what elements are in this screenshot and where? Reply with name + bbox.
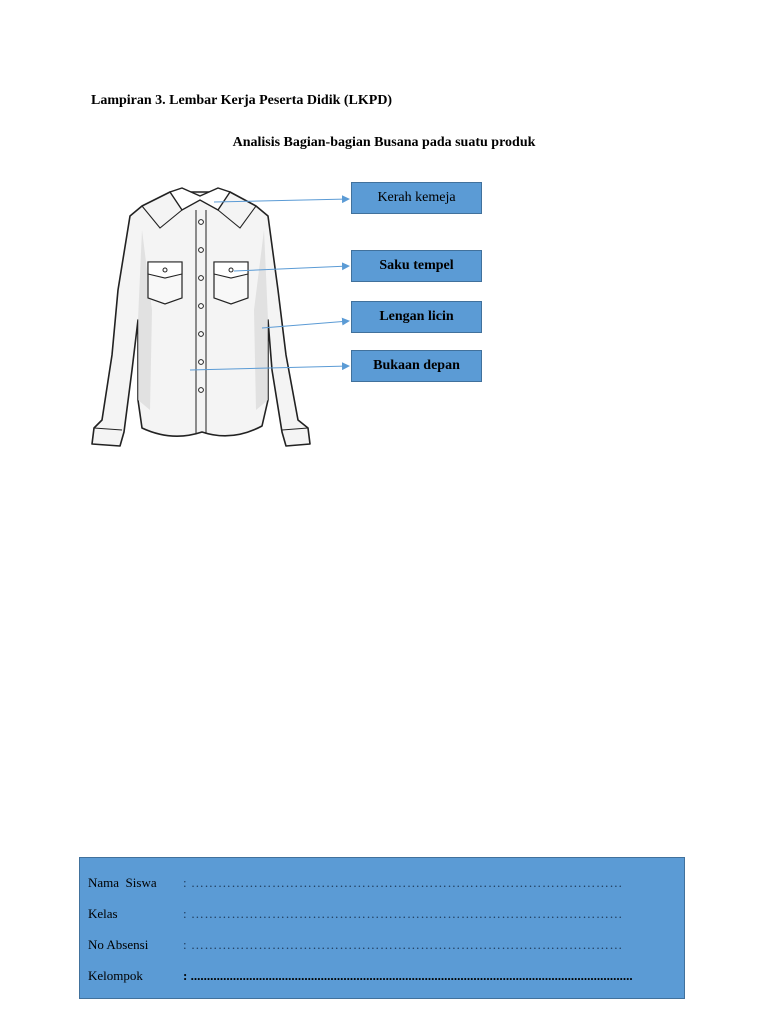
page-subheading: Analisis Bagian-bagian Busana pada suatu produk (232, 135, 536, 150)
label-lengan-licin (351, 301, 482, 333)
form-field-nama[interactable]: : …………………………………………………………………………………… (183, 875, 623, 890)
form-field-kelompok[interactable]: : ........................................................................................................................................ (183, 968, 633, 983)
student-info-box (79, 857, 685, 999)
label-saku-tempel (351, 250, 482, 282)
label-bukaan-depan-text: Bukaan depan (373, 358, 460, 373)
shirt-illustration (72, 170, 322, 452)
label-lengan-licin-text: Lengan licin (379, 309, 454, 324)
form-label-kelompok: Kelompok (88, 968, 143, 983)
label-kerah-kemeja-text: Kerah kemeja (377, 190, 456, 205)
label-saku-tempel-text: Saku tempel (379, 258, 454, 273)
form-label-nama: Nama Siswa (88, 875, 157, 890)
form-row-absensi (88, 934, 676, 956)
form-field-absensi[interactable]: : …………………………………………………………………………………… (183, 937, 623, 952)
form-field-kelas[interactable]: : …………………………………………………………………………………… (183, 906, 623, 921)
form-row-kelompok (88, 965, 676, 987)
form-label-absensi: No Absensi (88, 937, 149, 952)
label-bukaan-depan (351, 350, 482, 382)
form-label-kelas: Kelas (88, 906, 118, 921)
form-row-kelas (88, 903, 676, 925)
page-heading: Lampiran 3. Lembar Kerja Peserta Didik (LKPD) (91, 93, 393, 108)
form-row-nama (88, 872, 676, 894)
label-kerah-kemeja (351, 182, 482, 214)
